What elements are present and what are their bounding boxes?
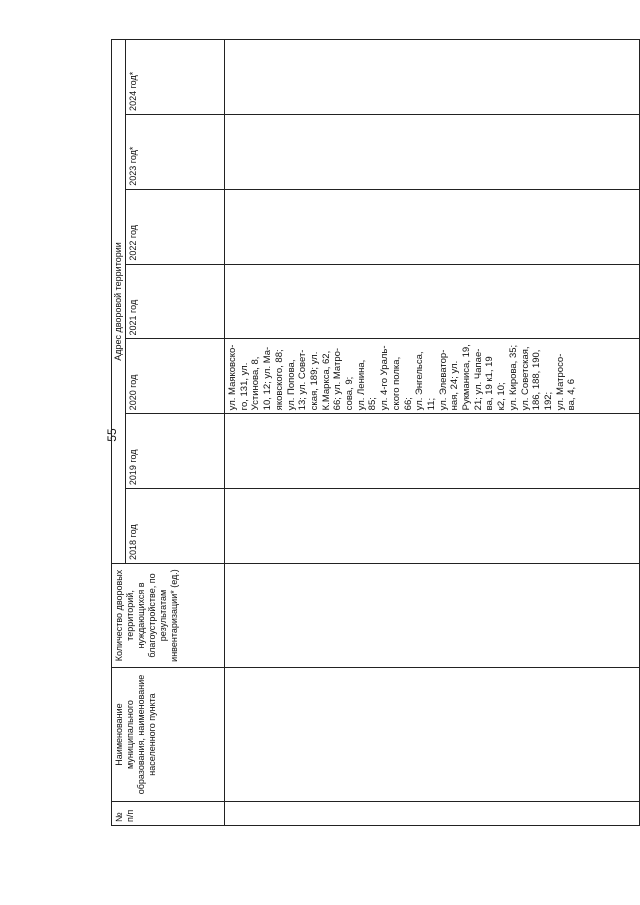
address-line: 192; (542, 391, 554, 411)
address-line: ского полка, (390, 356, 402, 411)
cell-2018 (225, 489, 640, 564)
address-line: ул. 4-го Ураль- (379, 345, 391, 411)
header-count-cell (112, 564, 225, 668)
address-line: го, 131, ул. (238, 362, 250, 411)
header-year-2021: 2021 год (126, 264, 225, 339)
header-count: Количество дворовых территорий, нуждающихся в благоустройстве, по результатам инвентаризации* (ед.) (114, 569, 179, 662)
cell-2024 (225, 40, 640, 115)
address-line: 186, 188, 190, (531, 349, 543, 411)
page-number: 55 (105, 428, 119, 442)
address-line: ул. Советская, (519, 346, 531, 411)
address-line: ул. Энгельса, (414, 351, 426, 411)
address-line: 13; ул. Совет- (297, 349, 309, 411)
address-line: 85; (367, 397, 379, 411)
header-name: Наименование муниципального образования, наименование населенного пункта (114, 674, 157, 795)
header-row-top (112, 40, 126, 826)
header-year-2020: 2020 год (126, 339, 225, 414)
address-line: 21; ул. Чапае- (472, 348, 484, 411)
header-year-2019: 2019 год (126, 414, 225, 489)
header-address-group: Адрес дворовой территории (112, 40, 126, 564)
cell-2023 (225, 114, 640, 189)
table-row (225, 40, 640, 826)
address-line: К.Маркса, 62, (320, 350, 332, 411)
address-line: ул. Элеватор- (437, 349, 449, 411)
address-line: 66; (402, 397, 414, 411)
cell-count (225, 564, 640, 668)
address-line: ва, 4, 6 (566, 378, 578, 411)
cell-2019 (225, 414, 640, 489)
header-year-2022: 2022 год (126, 189, 225, 264)
address-line: ва, 19 к1, 19 (484, 356, 496, 411)
address-line: 11; (425, 397, 437, 411)
address-line: ул. Кирова, 35; (507, 344, 519, 411)
address-line: Рукманиса, 19, (461, 344, 473, 411)
header-year-2018: 2018 год (126, 489, 225, 564)
address-line: к2, 10; (496, 382, 508, 411)
address-line: ул. Маяковско- (227, 344, 238, 411)
address-line: сова, 9; (344, 376, 356, 411)
address-line: Устинова, 8, (250, 356, 262, 411)
header-num-cell (112, 802, 225, 826)
courtyard-table (111, 39, 640, 826)
header-name-cell (112, 668, 225, 802)
cell-2020-addresses (225, 339, 640, 414)
cell-num (225, 802, 640, 826)
address-line: яковского, 88; (273, 349, 285, 411)
address-line: ная, 24; ул. (449, 360, 461, 411)
header-num: № п/п (114, 809, 135, 822)
address-line: ул. Ленина, (355, 359, 367, 411)
header-year-2023: 2023 год* (126, 114, 225, 189)
cell-2021 (225, 264, 640, 339)
address-line: 66; ул. Матро- (332, 347, 344, 411)
address-line: ул. Матросо- (554, 353, 566, 411)
address-line: 10, 12; ул. Ма- (262, 346, 274, 411)
cell-2022 (225, 189, 640, 264)
rotated-table-wrapper (111, 39, 628, 826)
address-line: ул. Попова, (285, 359, 297, 411)
address-line: ская, 189; ул. (308, 351, 320, 411)
cell-name (225, 668, 640, 802)
header-year-2024: 2024 год* (126, 40, 225, 115)
